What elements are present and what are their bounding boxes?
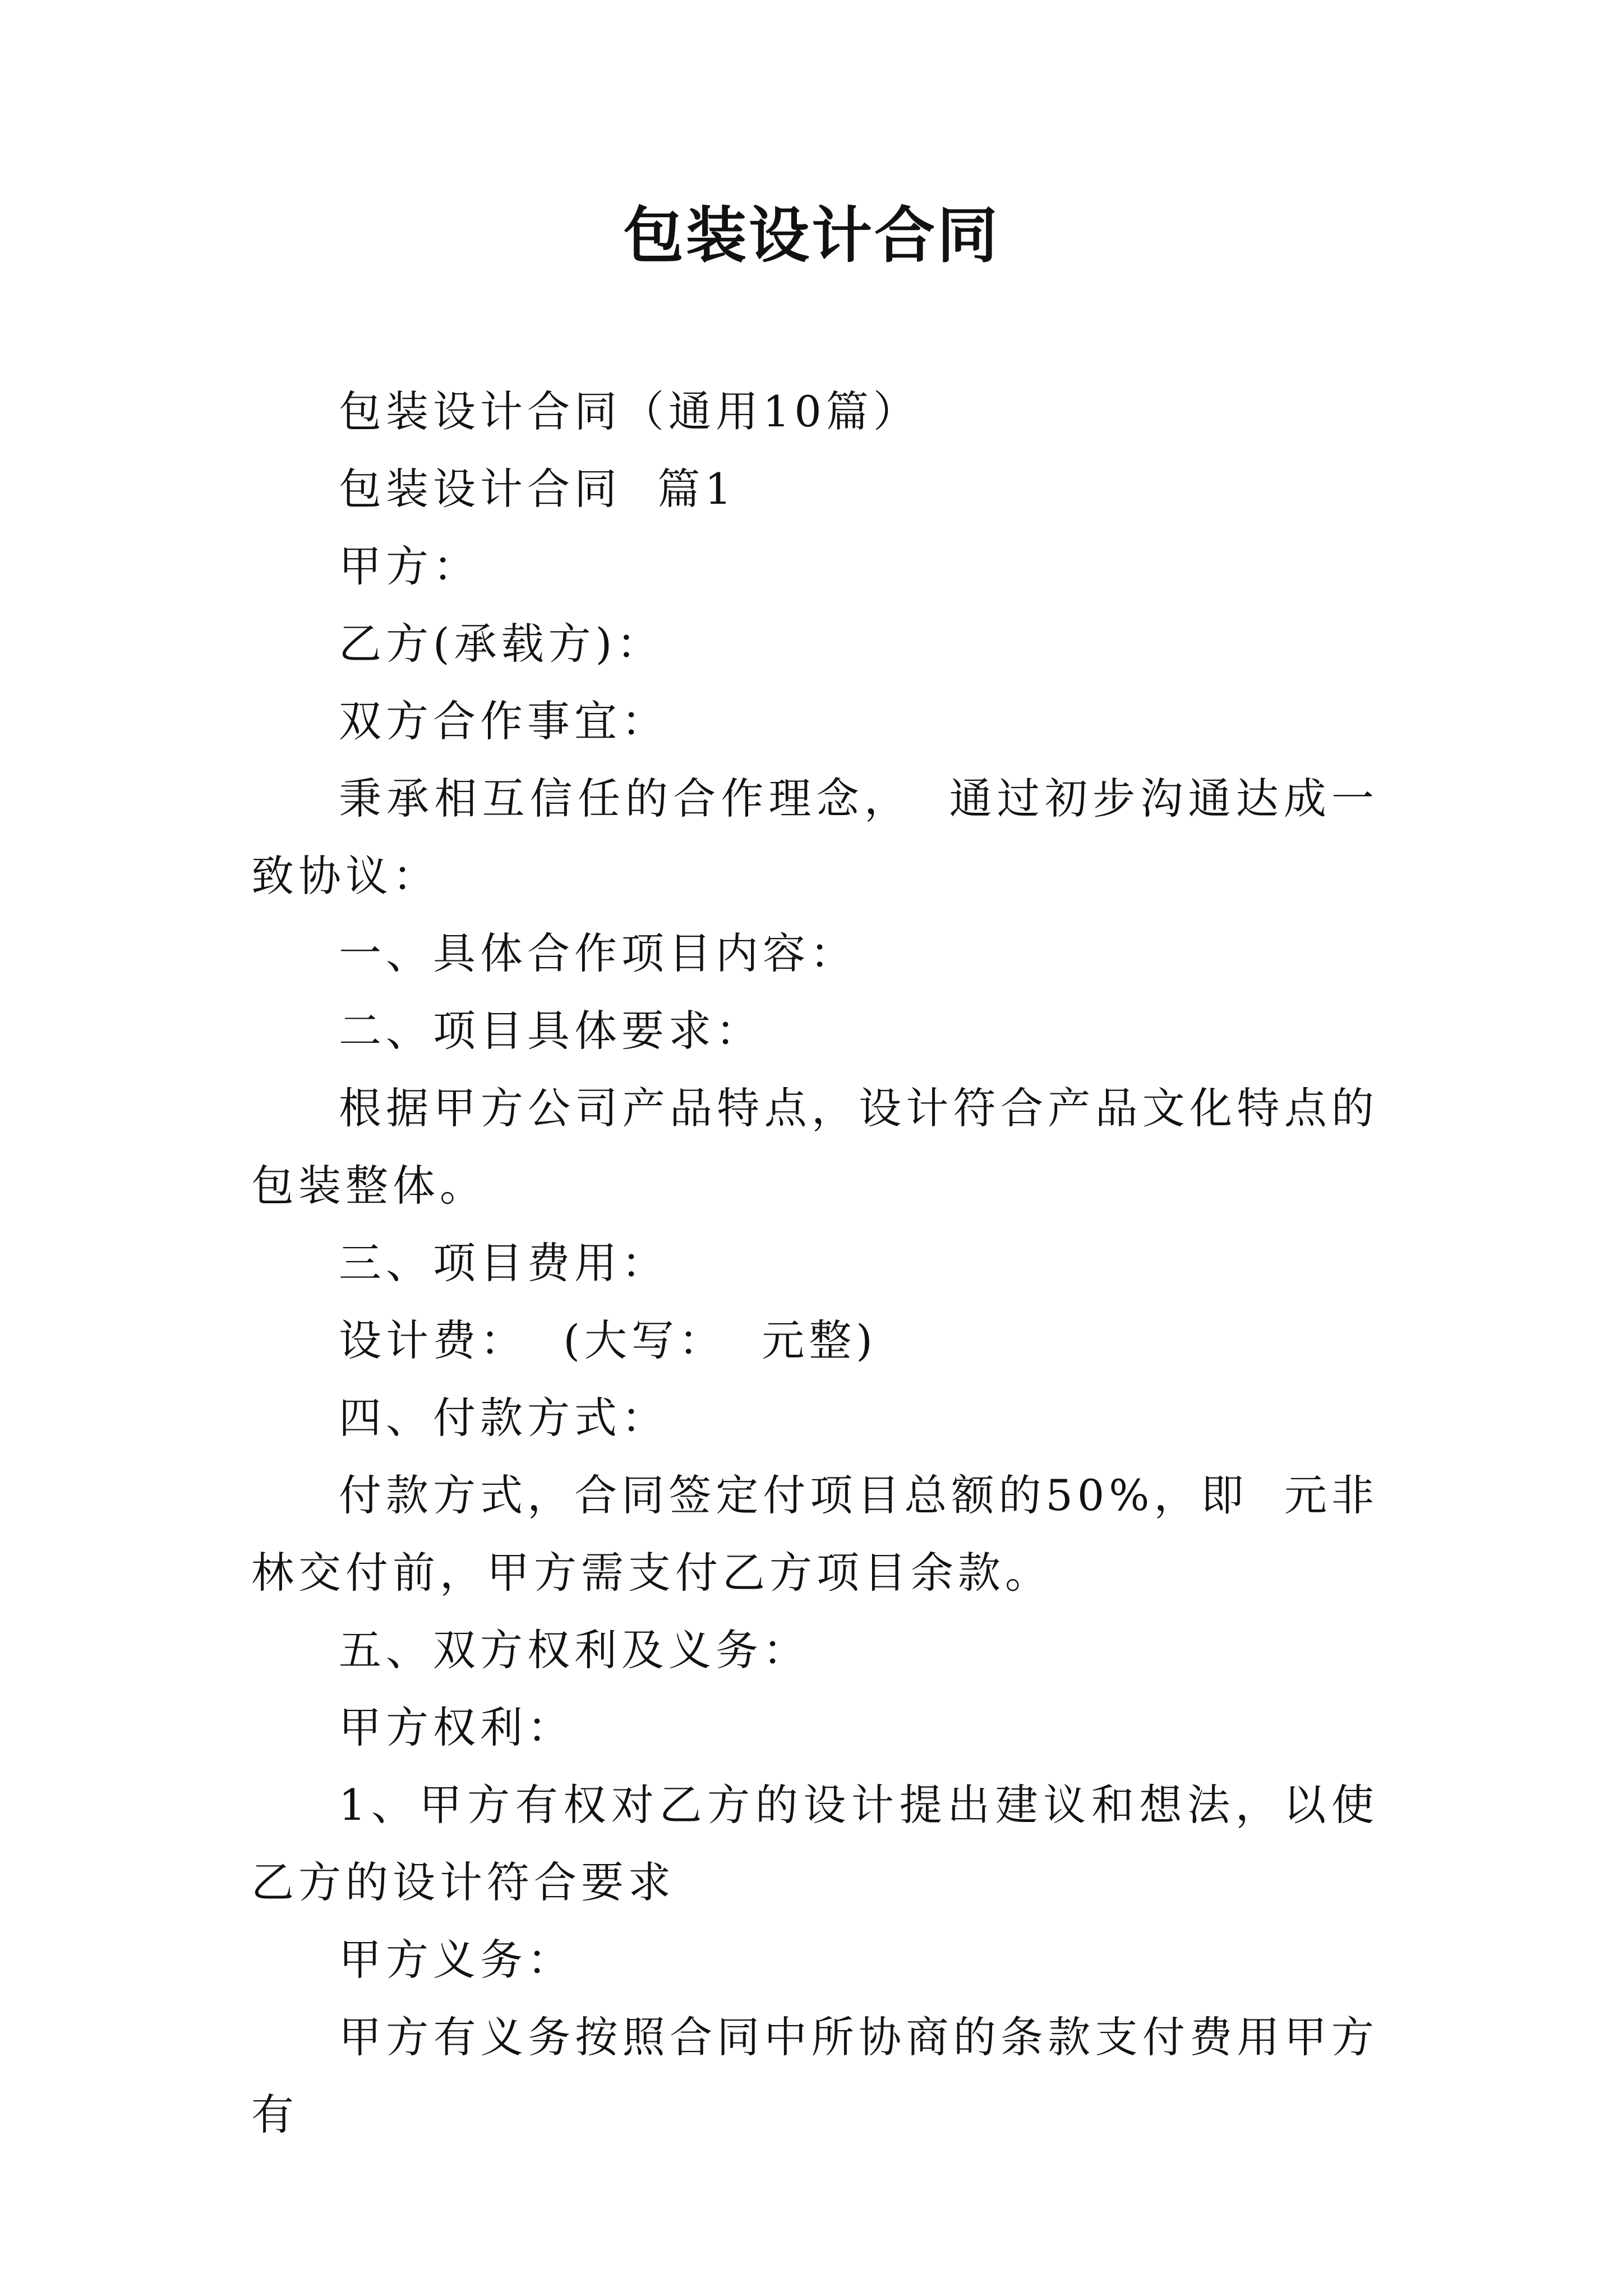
paragraph-requirements: 根据甲方公司产品特点，设计符合产品文化特点的包装整体。 bbox=[251, 1083, 1378, 1211]
paragraph-agreement: 秉承相互信任的合作理念， 通过初步沟通达成一致协议： bbox=[251, 774, 1378, 901]
paragraph-clause-4: 四、付款方式： bbox=[339, 1393, 668, 1443]
paragraph-party-a-rights: 甲方权利： bbox=[339, 1703, 574, 1752]
paragraph-clause-2: 二、项目具体要求： bbox=[339, 1006, 763, 1056]
document-title: 包装设计合同 bbox=[623, 200, 1000, 271]
paragraph-payment: 付款方式，合同签定付项目总额的50%，即 元非林交付前，甲方需支付乙方项目余款。 bbox=[251, 1470, 1378, 1598]
paragraph-duties-text: 甲方有义务按照合同中所协商的条款支付费用甲方有 bbox=[251, 2012, 1378, 2139]
paragraph-party-a-duties: 甲方义务： bbox=[339, 1935, 574, 1985]
paragraph-design-fee: 设计费： (大写： 元整) bbox=[339, 1315, 877, 1365]
paragraph-clause-1: 一、具体合作项目内容： bbox=[339, 928, 857, 978]
paragraph-clause-3: 三、项目费用： bbox=[339, 1238, 668, 1288]
paragraph-cooperation: 双方合作事宜： bbox=[339, 696, 668, 746]
paragraph-rights-item-1: 1、甲方有权对乙方的设计提出建议和想法，以使乙方的设计符合要求 bbox=[251, 1780, 1378, 1907]
paragraph-subtitle: 包装设计合同（通用10篇） bbox=[339, 386, 920, 436]
paragraph-clause-5: 五、双方权利及义务： bbox=[339, 1625, 810, 1675]
paragraph-section-heading: 包装设计合同 篇1 bbox=[339, 464, 736, 514]
paragraph-party-b: 乙方(承载方)： bbox=[339, 619, 664, 669]
document-body bbox=[251, 373, 1378, 2154]
paragraph-party-a: 甲方： bbox=[339, 541, 480, 591]
